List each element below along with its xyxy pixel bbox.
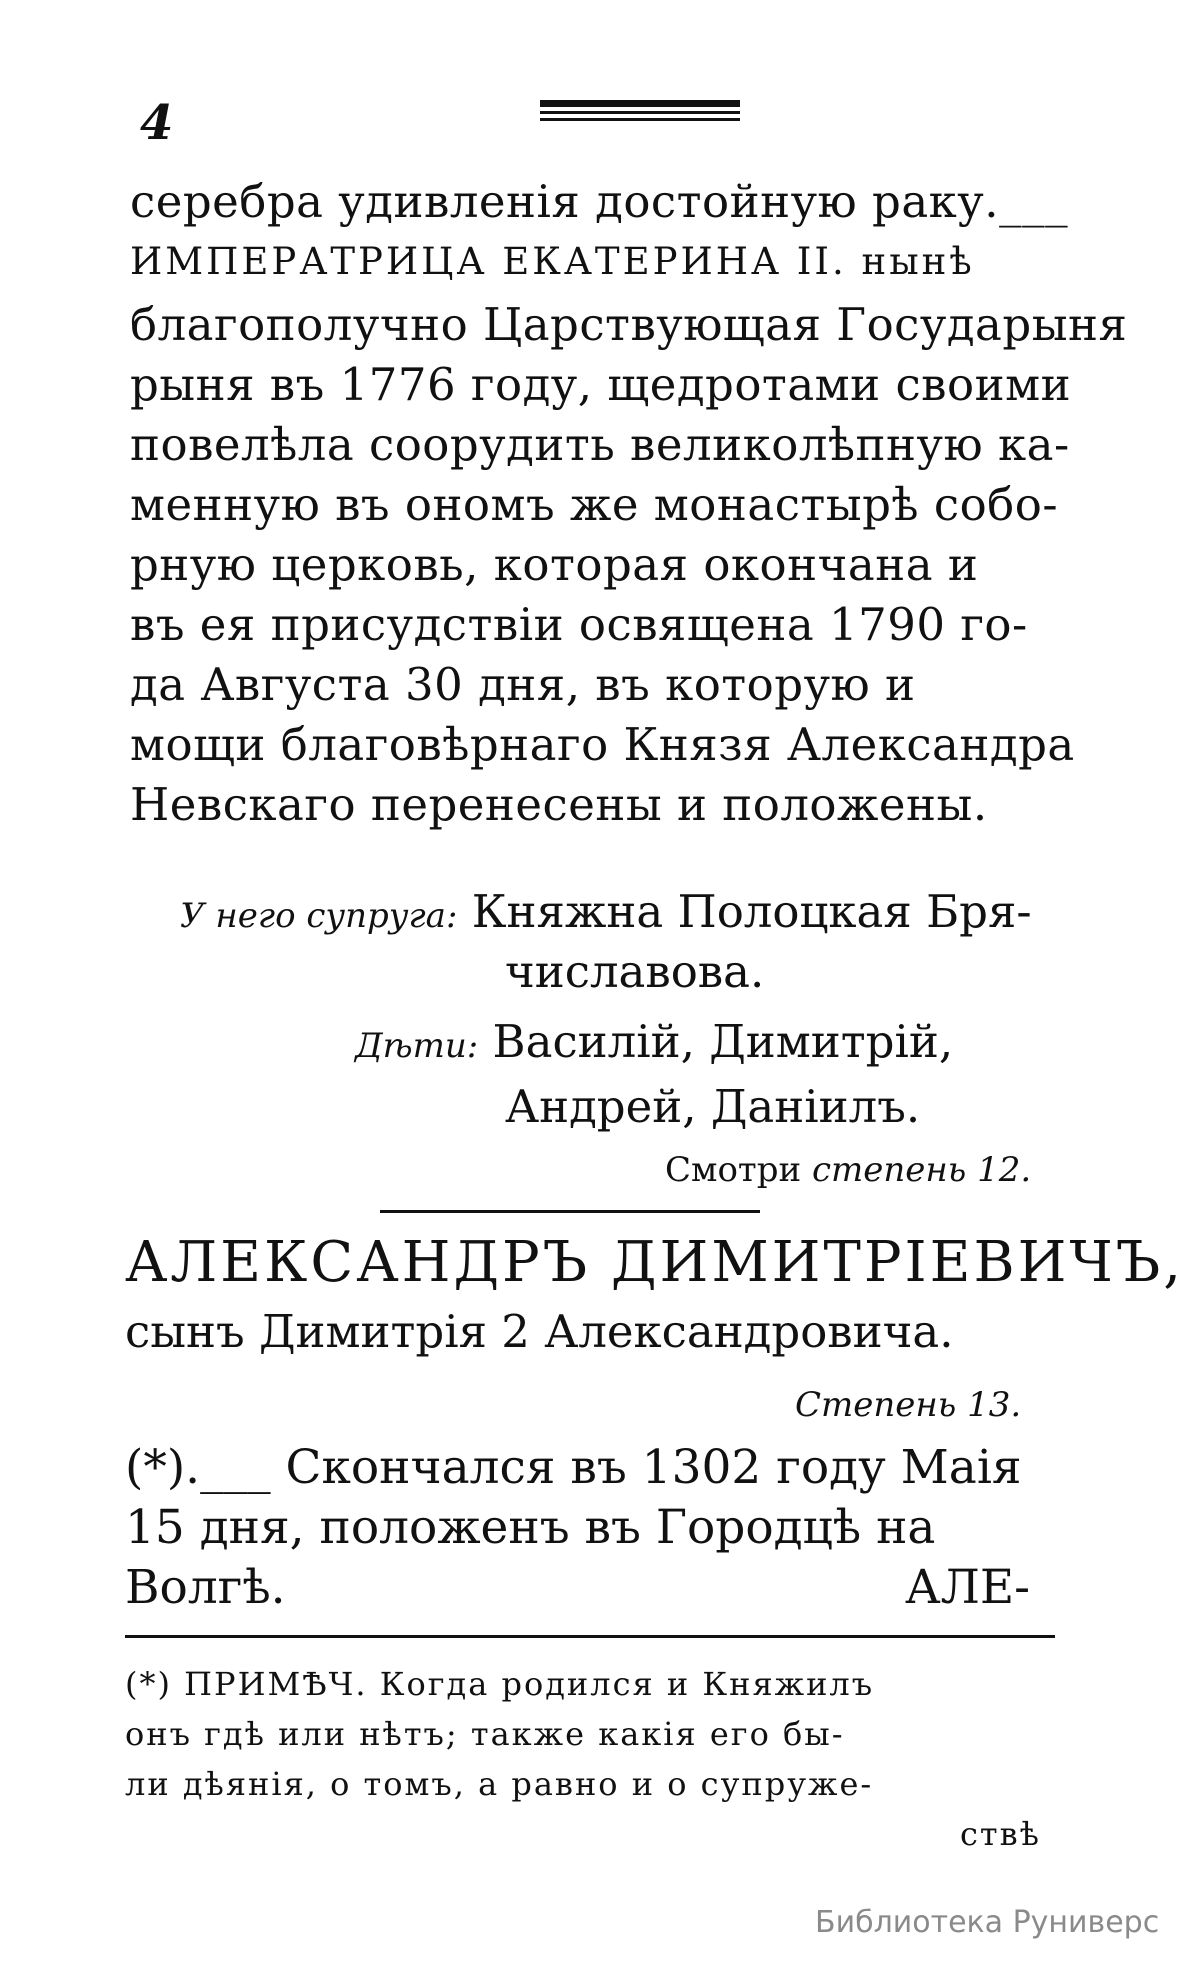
death-line: 15 дня, положенъ въ Городцѣ на: [125, 1500, 936, 1555]
body-line: въ ея присудствіи освящена 1790 го-: [130, 598, 1028, 651]
footnote-line: ствѣ: [960, 1815, 1041, 1853]
footnote-line: онъ гдѣ или нѣтъ; также какія его бы-: [125, 1715, 845, 1753]
footnote-line: ли дѣянія, о томъ, а равно и о супруже-: [125, 1765, 874, 1803]
body-line: благополучно Царствующая Государыня: [130, 298, 1128, 351]
body-line: серебра удивленія достойную раку.___: [130, 175, 1069, 228]
entry-parentage: сынъ Димитрія 2 Александровича.: [125, 1305, 954, 1358]
body-line: повелѣла соорудить великолѣпную ка-: [130, 418, 1070, 471]
see-degree: степень 12.: [811, 1150, 1032, 1190]
children-text: Василій, Димитрій,: [492, 1015, 954, 1068]
children-line-2: Андрей, Даніилъ.: [505, 1080, 921, 1133]
death-line: Волгѣ.: [125, 1560, 286, 1615]
library-watermark: Библиотека Руниверс: [815, 1905, 1160, 1940]
see-reference: [665, 1150, 1031, 1190]
spouse-label: У него супруга:: [180, 896, 458, 936]
body-line: менную въ ономъ же монастырѣ собо-: [130, 478, 1059, 531]
body-line: ИМПЕРАТРИЦА ЕКАТЕРИНА II. нынѣ: [130, 240, 975, 283]
see-prefix: Смотри: [665, 1150, 802, 1190]
body-line: рыня въ 1776 году, щедротами своими: [130, 358, 1072, 411]
entry-degree: Степень 13.: [795, 1385, 1022, 1425]
footnote-line: (*) ПРИМѢЧ. Когда родился и Княжилъ: [125, 1665, 875, 1703]
body-line: рную церковь, которая окончана и: [130, 538, 979, 591]
footnote-rule: [125, 1635, 1055, 1638]
body-line: Невскаго перенесены и положены.: [130, 778, 988, 831]
body-line: да Августа 30 дня, въ которую и: [130, 658, 916, 711]
spouse-line: [180, 885, 1032, 938]
catchword: АЛЕ-: [905, 1560, 1031, 1615]
entry-name-heading: АЛЕКСАНДРЪ ДИМИТРІЕВИЧЪ,: [125, 1230, 1185, 1295]
body-line: мощи благовѣрнаго Князя Александра: [130, 718, 1075, 771]
death-line: (*).___ Скончался въ 1302 году Маія: [125, 1440, 1022, 1495]
spouse-line-2: числавова.: [505, 945, 765, 998]
page-number: 4: [140, 95, 174, 151]
header-ornament-rule: [540, 100, 740, 125]
spouse-text: Княжна Полоцкая Бря-: [471, 885, 1032, 938]
section-divider: [380, 1210, 760, 1213]
children-line: [355, 1015, 953, 1068]
children-label: Дѣти:: [355, 1026, 479, 1066]
